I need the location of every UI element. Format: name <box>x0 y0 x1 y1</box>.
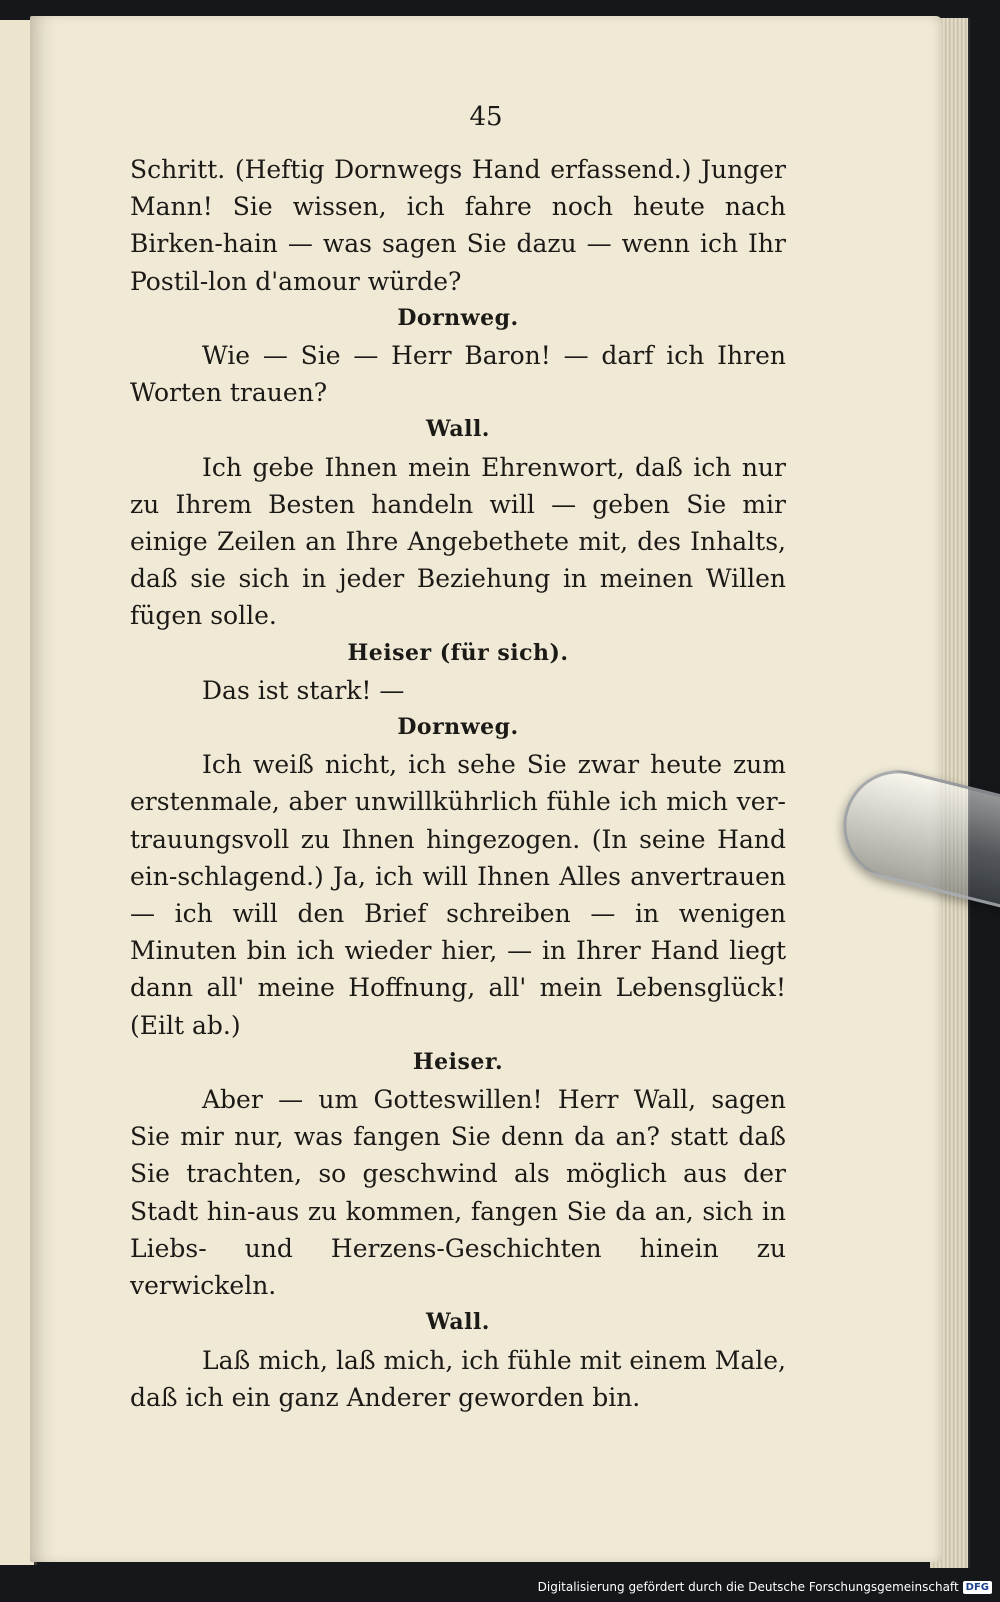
paragraph: Ich gebe Ihnen mein Ehrenwort, daß ich nur zu Ihrem Besten handeln will — geben Sie mir einige Zeilen an Ihre Angebethete mit, des Inhalts, daß sie sich in jeder Beziehung in meinen Willen fügen solle. <box>130 452 786 631</box>
paragraph: Wie — Sie — Herr Baron! — darf ich Ihren Worten trauen? <box>130 341 786 408</box>
paragraph: Aber — um Gotteswillen! Herr Wall, sagen Sie mir nur, was fangen Sie denn da an? statt daß Sie trachten, so geschwind als möglich aus der Stadt hin-aus zu kommen, fangen Sie da an, sich in Liebs- und Herzens-Geschichten hinein zu verwickeln. <box>130 1085 786 1301</box>
paragraph: Schritt. (Heftig Dornwegs Hand erfassend.) Junger Mann! Sie wissen, ich fahre noch heute nach Birken-hain — was sagen Sie dazu — wenn ich Ihr Postil-lon d'amour würde? <box>130 155 786 296</box>
paragraph: Laß mich, laß mich, ich fühle mit einem Male, daß ich ein ganz Anderer geworden bin. <box>130 1345 786 1412</box>
page-text <box>130 151 786 1416</box>
paragraph: Das ist stark! — <box>202 675 405 705</box>
page-number: 45 <box>469 102 503 132</box>
book-page <box>30 16 942 1562</box>
speaker-name: Heiser. <box>412 1048 504 1075</box>
dfg-logo: DFG <box>963 1581 992 1594</box>
paragraph: Ich weiß nicht, ich sehe Sie zwar heute zum erstenmale, aber unwillkührlich fühle ich mich ver-trauungsvoll zu Ihnen hingezogen. (In seine Hand ein-schlagend.) Ja, ich will Ihnen Alles anvertrauen — ich will den Brief schreiben — in wenigen Minuten bin ich wieder hier, — in Ihrer Hand liegt dann all' meine Hoffnung, all' mein Lebensglück! (Eilt ab.) <box>130 750 786 1040</box>
speaker-name: Wall. <box>426 416 490 443</box>
speaker-name: Heiser (für sich). <box>347 639 569 666</box>
credit-text: Digitalisierung gefördert durch die Deutsche Forschungsgemeinschaft <box>537 1580 959 1594</box>
speaker-name: Dornweg. <box>397 304 519 331</box>
digitization-credit <box>538 1580 992 1594</box>
speaker-name: Wall. <box>426 1309 490 1336</box>
speaker-name: Dornweg. <box>397 714 519 741</box>
